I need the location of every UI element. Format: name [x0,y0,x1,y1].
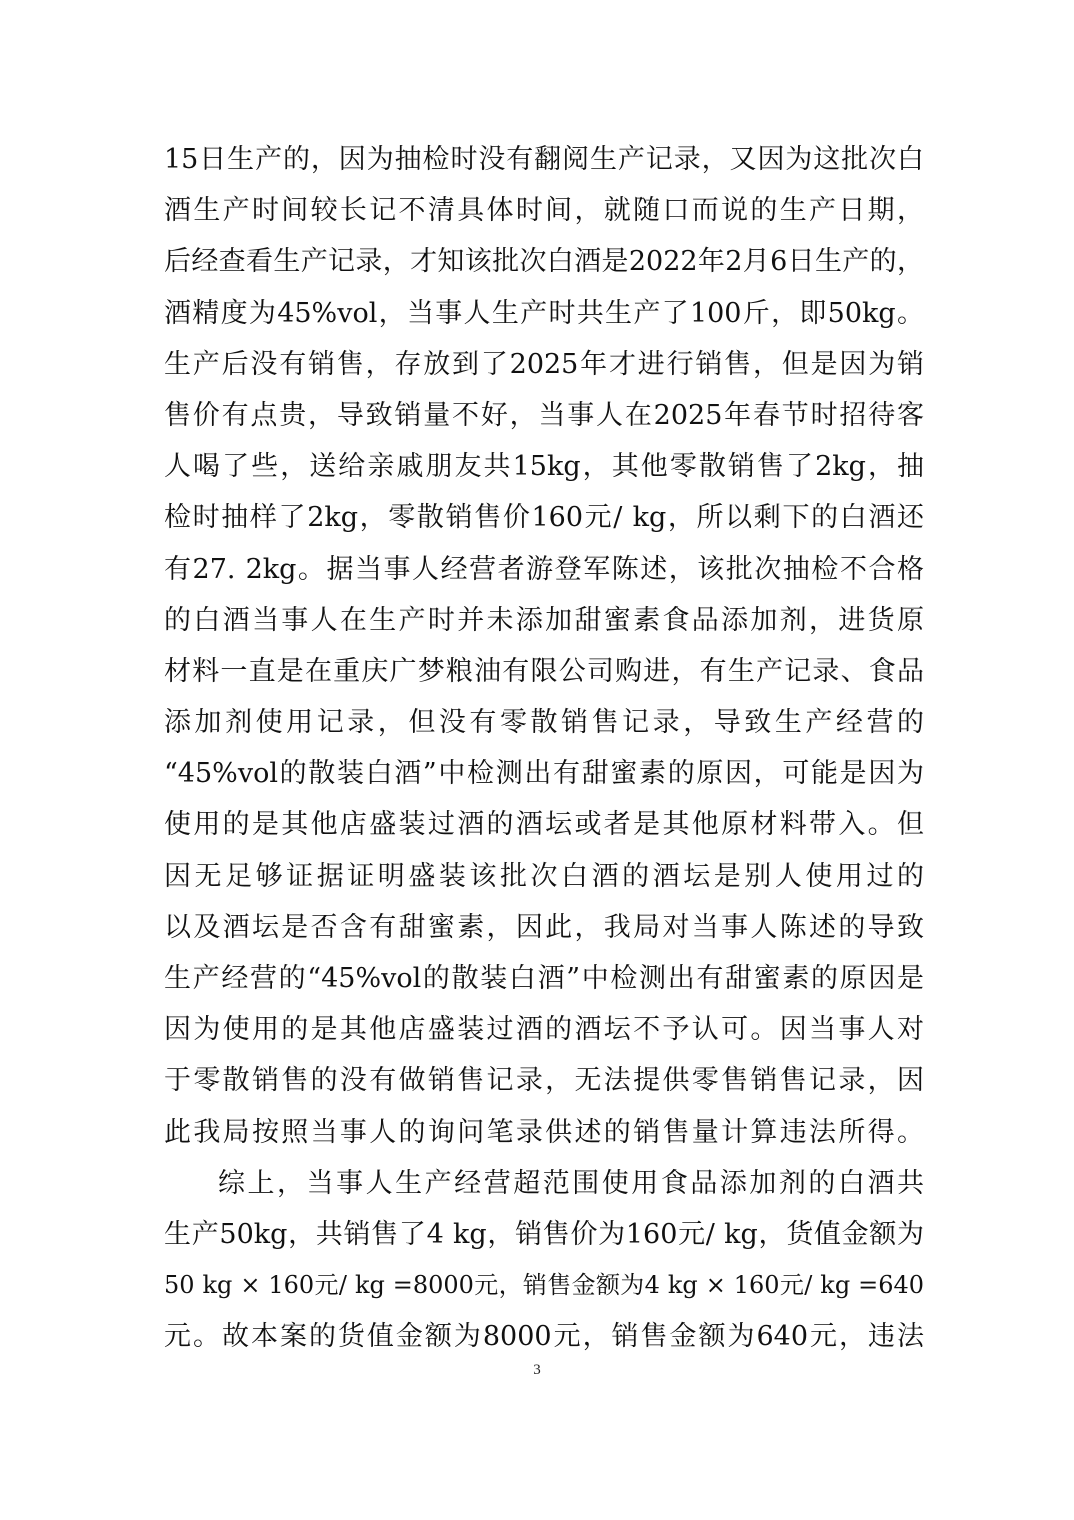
text-line-6: 售价有点贵，导致销量不好，当事人在2025年春节时招待客 [164,399,924,431]
text-line-9: 有27. 2kg。据当事人经营者游登军陈述，该批次抽检不合格 [164,553,924,585]
text-line-15: 因无足够证据证明盛装该批次白酒的酒坛是别人使用过的 [164,860,924,892]
text-line-1: 15日生产的，因为抽检时没有翻阅生产记录，又因为这批次白 [164,144,924,175]
text-line-17: 生产经营的“45%vol的散装白酒”中检测出有甜蜜素的原因是 [164,963,924,994]
text-line-12: 添加剂使用记录，但没有零散销售记录，导致生产经营的 [164,707,924,739]
text-line-24: 元。故本案的货值金额为8000元，销售金额为640元，违法 [164,1321,924,1353]
text-line-19: 于零散销售的没有做销售记录，无法提供零售销售记录，因 [164,1065,924,1097]
page-number: 3 [533,1362,541,1378]
text-line-2: 酒生产时间较长记不清具体时间，就随口而说的生产日期， [164,195,924,227]
text-line-21: 综上，当事人生产经营超范围使用食品添加剂的白酒共 [218,1167,924,1199]
text-line-18: 因为使用的是其他店盛装过酒的酒坛不予认可。因当事人对 [164,1014,924,1046]
text-line-14: 使用的是其他店盛装过酒的酒坛或者是其他原材料带入。但 [164,809,924,841]
text-line-4: 酒精度为45%vol，当事人生产时共生产了100斤，即50kg。 [164,297,924,329]
text-line-11: 材料一直是在重庆广梦粮油有限公司购进，有生产记录、食品 [164,655,924,687]
text-line-16: 以及酒坛是否含有甜蜜素，因此，我局对当事人陈述的导致 [164,911,924,943]
text-line-8: 检时抽样了2kg，零散销售价160元/ kg，所以剩下的白酒还 [164,502,924,534]
text-line-3: 后经查看生产记录，才知该批次白酒是2022年2月6日生产的， [164,246,924,278]
text-line-5: 生产后没有销售，存放到了2025年才进行销售，但是因为销 [164,348,924,380]
text-line-10: 的白酒当事人在生产时并未添加甜蜜素食品添加剂，进货原 [164,604,924,636]
text-line-23: 50 kg × 160元/ kg =8000元，销售金额为4 kg × 160元/ kg =640 [164,1271,924,1300]
text-line-20: 此我局按照当事人的询问笔录供述的销售量计算违法所得。 [164,1116,924,1148]
document-body [164,134,924,1363]
text-line-7: 人喝了些，送给亲戚朋友共15kg，其他零散销售了2kg，抽 [164,451,924,483]
text-line-13: “45%vol的散装白酒”中检测出有甜蜜素的原因，可能是因为 [164,758,924,790]
text-line-22: 生产50kg，共销售了4 kg，销售价为160元/ kg，货值金额为 [164,1218,924,1250]
